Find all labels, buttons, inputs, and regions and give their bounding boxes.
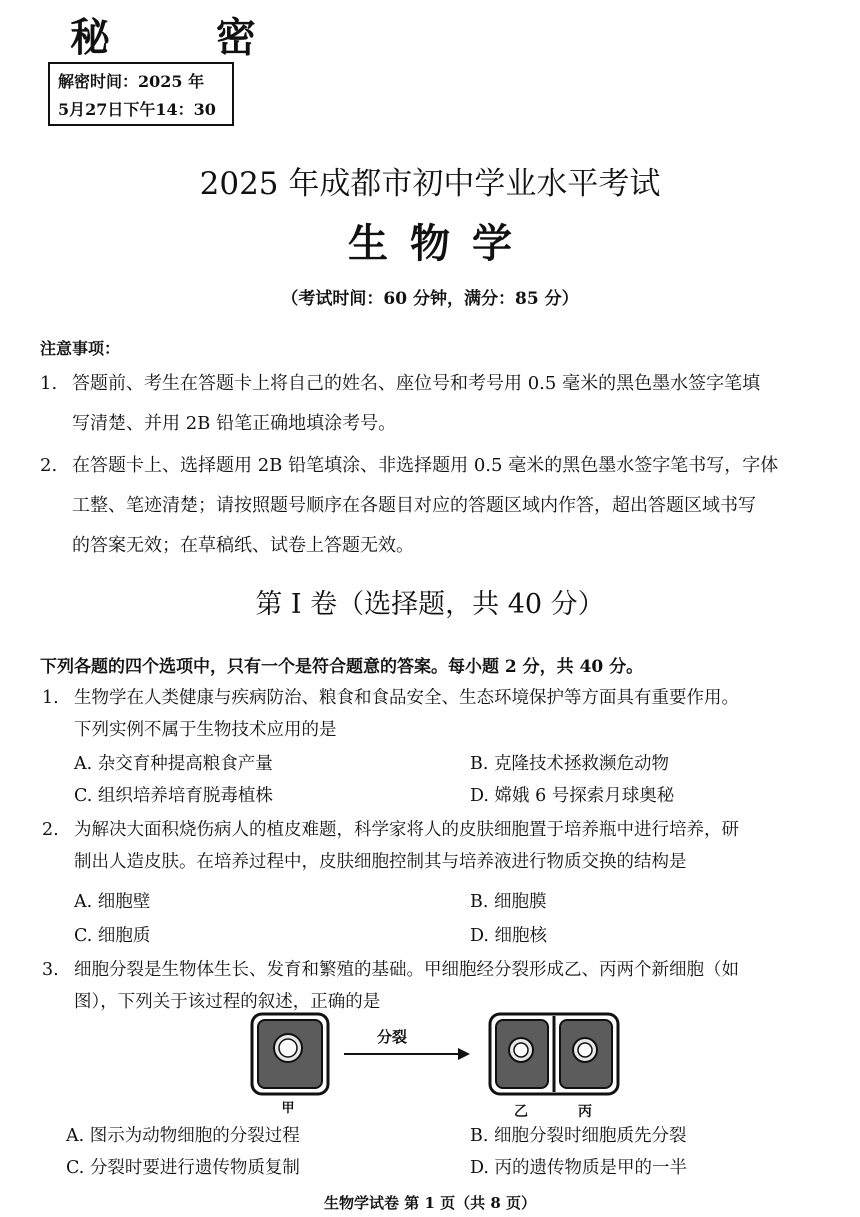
notice-item-2-num: 2. (40, 455, 58, 476)
question-2-option-c: C. 细胞质 (74, 926, 151, 946)
notice-item-2-line3: 的答案无效；在草稿纸、试卷上答题无效。 (72, 535, 414, 556)
unseal-time-line1: 解密时间：2025 年 (58, 72, 205, 91)
secret-label: 秘 密 (70, 14, 302, 61)
label-bing: 丙 (578, 1104, 592, 1120)
section-title: 第 I 卷（选择题，共 40 分） (255, 589, 605, 620)
question-1-option-b: B. 克隆技术拯救濒危动物 (470, 754, 669, 774)
cells-yi-bing (490, 1014, 618, 1094)
question-2-num: 2. (42, 820, 59, 840)
unseal-time-line2: 5月27日下午14：30 (58, 100, 216, 119)
division-arrow (344, 1028, 470, 1060)
notice-item-2-line1: 在答题卡上、选择题用 2B 铅笔填涂、非选择题用 0.5 毫米的黑色墨水签字笔书写，字体 (72, 455, 779, 476)
question-1-option-c: C. 组织培养培育脱毒植株 (74, 786, 273, 806)
question-2 (42, 816, 739, 841)
question-3-option-c: C. 分裂时要进行遗传物质复制 (66, 1158, 300, 1178)
question-1-option-d: D. 嫦娥 6 号探索月球奥秘 (470, 786, 675, 806)
label-yi: 乙 (514, 1104, 528, 1120)
question-3-option-d: D. 丙的遗传物质是甲的一半 (470, 1158, 688, 1178)
notice-item-2 (40, 446, 778, 486)
question-2-option-b: B. 细胞膜 (470, 892, 547, 912)
exam-title: 2025 年成都市初中学业水平考试 (199, 166, 661, 202)
subject-title: 生物学 (348, 220, 534, 267)
question-1-line1: 生物学在人类健康与疾病防治、粮食和食品安全、生态环境保护等方面具有重要作用。 (74, 688, 739, 708)
page-footer: 生物学试卷 第 1 页（共 8 页） (324, 1194, 536, 1212)
notice-item-1-line1: 答题前、考生在答题卡上将自己的姓名、座位号和考号用 0.5 毫米的黑色墨水签字笔填 (72, 373, 761, 394)
notice-item-1-line2: 写清楚、并用 2B 铅笔正确地填涂考号。 (72, 413, 397, 434)
cell-jia (252, 1014, 328, 1094)
question-1-line2: 下列实例不属于生物技术应用的是 (74, 720, 337, 740)
question-2-option-d: D. 细胞核 (470, 926, 548, 946)
question-3 (42, 956, 739, 981)
question-2-line1: 为解决大面积烧伤病人的植皮难题，科学家将人的皮肤细胞置于培养瓶中进行培养，研 (74, 820, 739, 840)
section-instructions: 下列各题的四个选项中，只有一个是符合题意的答案。每小题 2 分，共 40 分。 (40, 657, 644, 677)
question-3-num: 3. (42, 960, 59, 980)
arrow-label: 分裂 (376, 1028, 408, 1046)
question-2-option-a: A. 细胞壁 (74, 892, 151, 912)
notice-item-1 (40, 364, 760, 404)
question-2-line2: 制出人造皮肤。在培养过程中，皮肤细胞控制其与培养液进行物质交换的结构是 (74, 852, 687, 872)
question-1-num: 1. (42, 688, 59, 708)
cell-division-figure (240, 1010, 620, 1120)
notice-item-1-num: 1. (40, 373, 58, 394)
question-3-option-a: A. 图示为动物细胞的分裂过程 (66, 1126, 300, 1146)
question-3-line1: 细胞分裂是生物体生长、发育和繁殖的基础。甲细胞经分裂形成乙、丙两个新细胞（如 (74, 960, 739, 980)
question-1-option-a: A. 杂交育种提高粮食产量 (74, 754, 273, 774)
question-3-line2: 图），下列关于该过程的叙述，正确的是 (74, 992, 381, 1012)
notice-heading: 注意事项： (40, 339, 121, 358)
question-3-option-b: B. 细胞分裂时细胞质先分裂 (470, 1126, 687, 1146)
unseal-time-box (48, 62, 234, 126)
question-1 (42, 684, 739, 709)
notice-item-2-line2: 工整、笔迹清楚；请按照题号顺序在各题目对应的答题区域内作答，超出答题区域书写 (72, 495, 756, 516)
label-jia: 甲 (281, 1101, 295, 1116)
exam-duration: （考试时间：60 分钟，满分：85 分） (281, 289, 579, 309)
